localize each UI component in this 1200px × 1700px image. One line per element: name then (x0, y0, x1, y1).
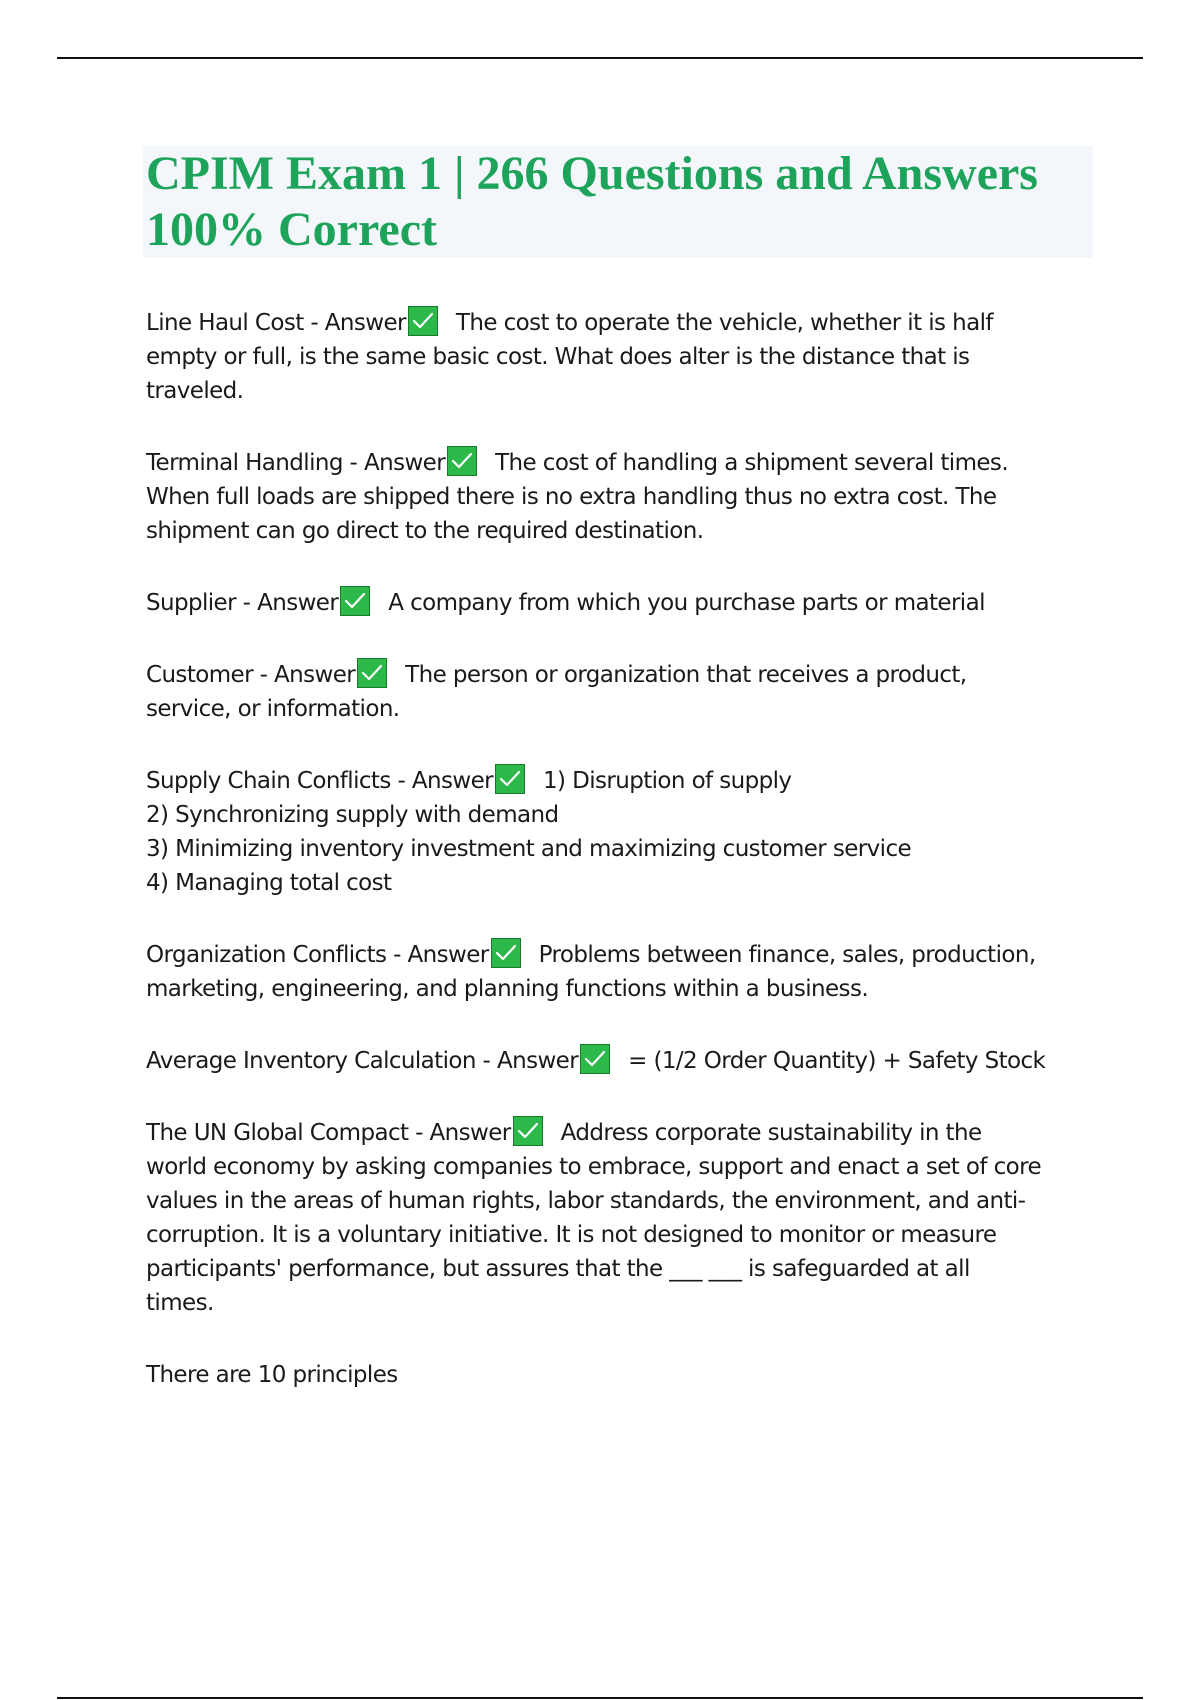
answer-label: Answer (274, 662, 356, 688)
qa-item (146, 586, 1106, 620)
qa-list (146, 306, 1106, 1392)
qa-answer: A company from which you purchase parts or material (388, 590, 985, 616)
qa-continuation-line: participants' performance, but assures that the ___ ___ is safeguarded at all (146, 1256, 970, 1282)
qa-continuation-line: world economy by asking companies to embrace, support and enact a set of core (146, 1154, 1041, 1180)
qa-term: Supplier - (146, 590, 258, 616)
qa-continuation-line: corruption. It is a voluntary initiative. It is not designed to monitor or measure (146, 1222, 997, 1248)
qa-item (146, 658, 1106, 726)
qa-first-line (146, 764, 1106, 798)
principles-note: There are 10 principles (146, 1362, 398, 1388)
qa-continuation-line: empty or full, is the same basic cost. What does alter is the distance that is (146, 344, 970, 370)
qa-first-line (146, 938, 1106, 972)
qa-first-line (146, 1044, 1106, 1078)
qa-item (146, 938, 1106, 1006)
title-banner (143, 146, 1093, 258)
checkmark-icon (408, 306, 438, 336)
answer-label: Answer (257, 590, 339, 616)
qa-first-line (146, 586, 1106, 620)
checkmark-icon (580, 1044, 610, 1074)
qa-first-line (146, 1116, 1106, 1150)
checkmark-icon (447, 446, 477, 476)
qa-first-line (146, 306, 1106, 340)
qa-term: Organization Conflicts - (146, 942, 408, 968)
answer-label: Answer (324, 310, 406, 336)
qa-continuation-line: values in the areas of human rights, labor standards, the environment, and anti- (146, 1188, 1026, 1214)
qa-answer: 1) Disruption of supply (542, 768, 792, 794)
qa-term: Terminal Handling - (146, 450, 364, 476)
checkmark-icon (513, 1116, 543, 1146)
title-line-1: CPIM Exam 1 | 266 Questions and Answers (146, 147, 1038, 200)
qa-first-line (146, 446, 1106, 480)
page-title (146, 146, 1093, 258)
qa-answer: Problems between finance, sales, production, (538, 942, 1036, 968)
qa-term: Supply Chain Conflicts - (146, 768, 412, 794)
qa-answer: The cost of handling a shipment several times. (495, 450, 1009, 476)
qa-continuation-line: When full loads are shipped there is no extra handling thus no extra cost. The (146, 484, 997, 510)
qa-answer: Address corporate sustainability in the (560, 1120, 982, 1146)
qa-continuation-line: 3) Minimizing inventory investment and maximizing customer service (146, 836, 912, 862)
qa-first-line (146, 658, 1106, 692)
answer-label: Answer (496, 1048, 579, 1074)
answer-label: Answer (407, 942, 489, 968)
answer-label: Answer (429, 1120, 511, 1146)
checkmark-icon (495, 764, 525, 794)
checkmark-icon (491, 938, 521, 968)
qa-item (146, 1116, 1106, 1320)
checkmark-icon (357, 658, 387, 688)
qa-continuation-line: 2) Synchronizing supply with demand (146, 802, 559, 828)
qa-answer: The cost to operate the vehicle, whether it is half (455, 310, 993, 336)
qa-item (146, 446, 1106, 548)
qa-item (146, 306, 1106, 408)
qa-continuation-line: traveled. (146, 378, 244, 404)
qa-item (146, 764, 1106, 900)
qa-term: Average Inventory Calculation - (146, 1048, 497, 1074)
qa-continuation-line: service, or information. (146, 696, 400, 722)
qa-term: Line Haul Cost - (146, 310, 325, 336)
checkmark-icon (340, 586, 370, 616)
qa-continuation-line: marketing, engineering, and planning functions within a business. (146, 976, 869, 1002)
qa-continuation-line: times. (146, 1290, 214, 1316)
title-line-2: 100% Correct (146, 203, 437, 256)
qa-item (146, 1044, 1106, 1078)
qa-term: Customer - (146, 662, 275, 688)
answer-label: Answer (411, 768, 493, 794)
qa-continuation-line: shipment can go direct to the required destination. (146, 518, 704, 544)
qa-answer: = (1/2 Order Quantity) + Safety Stock (628, 1048, 1046, 1074)
footer-rule (57, 1697, 1143, 1699)
qa-answer: The person or organization that receives a product, (405, 662, 967, 688)
qa-continuation-line: 4) Managing total cost (146, 870, 392, 896)
answer-label: Answer (363, 450, 446, 476)
qa-term: The UN Global Compact - (146, 1120, 430, 1146)
header-rule (57, 57, 1143, 59)
